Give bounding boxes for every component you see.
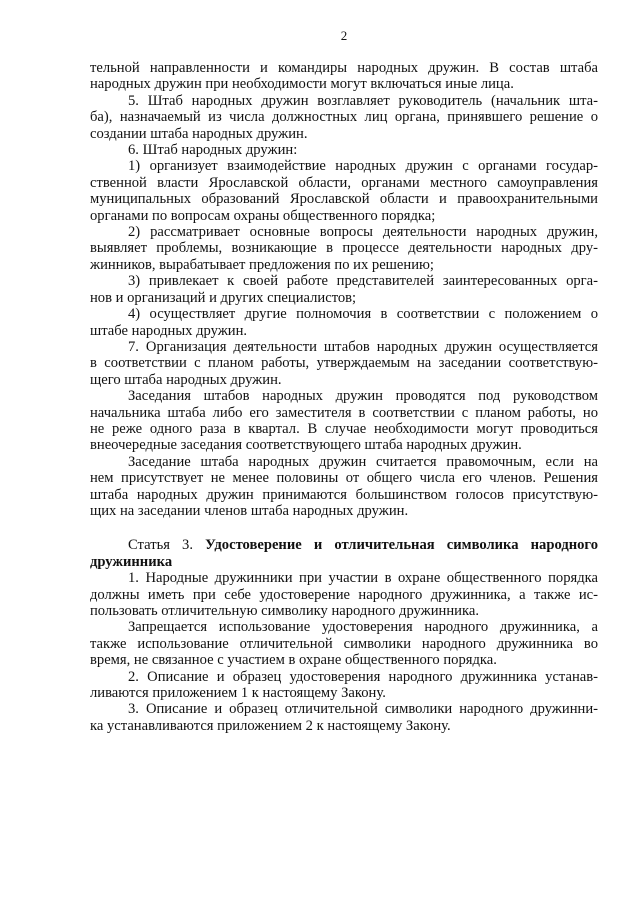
text-line: штабе народных дружин. — [90, 322, 248, 339]
document-page — [90, 28, 598, 734]
text-line: в соответствии с планом работы, утверждаемым на заседании соответствую- — [90, 355, 598, 372]
text-line: 5. Штаб народных дружин возглавляет руководитель (начальник шта- — [128, 92, 598, 109]
section-gap — [90, 519, 598, 537]
text-line: жинников, вырабатывает предложения по их решению; — [90, 256, 434, 273]
text-line: выявляет проблемы, возникающие в процессе деятельности народных дру- — [90, 240, 598, 257]
text-line: не реже одного раза в квартал. В случае необходимости могут проводиться — [90, 420, 598, 437]
text-line: нем присутствует не менее половины от общего числа его членов. Решения — [90, 470, 598, 487]
text-line: 7. Организация деятельности штабов народных дружин осуществляется — [128, 338, 598, 355]
text-line: 2) рассматривает основные вопросы деятельности народных дружин, — [128, 224, 598, 241]
text-line: 3. Описание и образец отличительной символики народного дружинни- — [128, 701, 598, 718]
text-line: 1) организует взаимодействие народных дружин с органами государ- — [128, 158, 598, 175]
text-line: время, не связанное с участием в охране общественного порядка. — [90, 652, 497, 669]
text-block-1 — [90, 60, 598, 519]
text-line: ка устанавливаются приложением 2 к настоящему Закону. — [90, 717, 451, 734]
text-line: 4) осуществляет другие полномочия в соответствии с положением о — [128, 306, 598, 323]
text-line: тельной направленности и командиры народных дружин. В состав штаба — [90, 60, 598, 76]
article-title-continued: дружинника — [90, 553, 173, 570]
text-line: также использование отличительной символики народного дружинника во — [90, 635, 598, 652]
text-line: ственной власти Ярославской области, органами местного самоуправления — [90, 174, 598, 191]
text-line: ба), назначаемый из числа должностных лиц органа, принявшего решение о — [90, 109, 598, 126]
article-prefix: Статья 3. — [128, 537, 193, 554]
text-line: создании штаба народных дружин. — [90, 125, 308, 142]
text-line: 3) привлекает к своей работе представителей заинтересованных орга- — [128, 273, 598, 290]
text-line: пользовать отличительную символику народного дружинника. — [90, 603, 479, 619]
text-line: 2. Описание и образец удостоверения народного дружинника устанав- — [128, 668, 598, 685]
text-line: 6. Штаб народных дружин: — [128, 142, 298, 159]
article-heading — [90, 537, 598, 570]
text-line: нов и организаций и других специалистов; — [90, 289, 357, 306]
page-number: 2 — [340, 28, 348, 43]
text-line: штаба народных дружин принимаются большинством голосов присутствую- — [90, 486, 598, 503]
article-title: Удостоверение и отличительная символика народного — [205, 537, 598, 554]
text-line: внеочередные заседания соответствующего штаба народных дружин. — [90, 437, 522, 454]
text-line: органами по вопросам охраны общественного порядка; — [90, 207, 436, 224]
text-line: щих на заседании членов штаба народных дружин. — [90, 502, 409, 519]
text-block-2 — [90, 570, 598, 734]
article-heading-line — [90, 537, 598, 553]
text-line: начальника штаба либо его заместителя в соответствии с планом работы, но — [90, 404, 598, 421]
text-line: Заседания штабов народных дружин проводятся под руководством — [128, 388, 598, 405]
text-line: ливаются приложением 1 к настоящему Закону. — [90, 685, 386, 702]
text-line: народных дружин при необходимости могут включаться иные лица. — [90, 76, 514, 93]
text-line: должны иметь при себе удостоверение народного дружинника, а также ис- — [90, 586, 598, 603]
text-line: щего штаба народных дружин. — [90, 371, 282, 388]
text-line: Запрещается использование удостоверения народного дружинника, а — [128, 619, 598, 636]
text-line: 1. Народные дружинники при участии в охране общественного порядка — [128, 570, 598, 587]
text-line: муниципальных образований Ярославской области и правоохранительными — [90, 191, 598, 208]
text-line: Заседание штаба народных дружин считается правомочным, если на — [128, 453, 598, 470]
